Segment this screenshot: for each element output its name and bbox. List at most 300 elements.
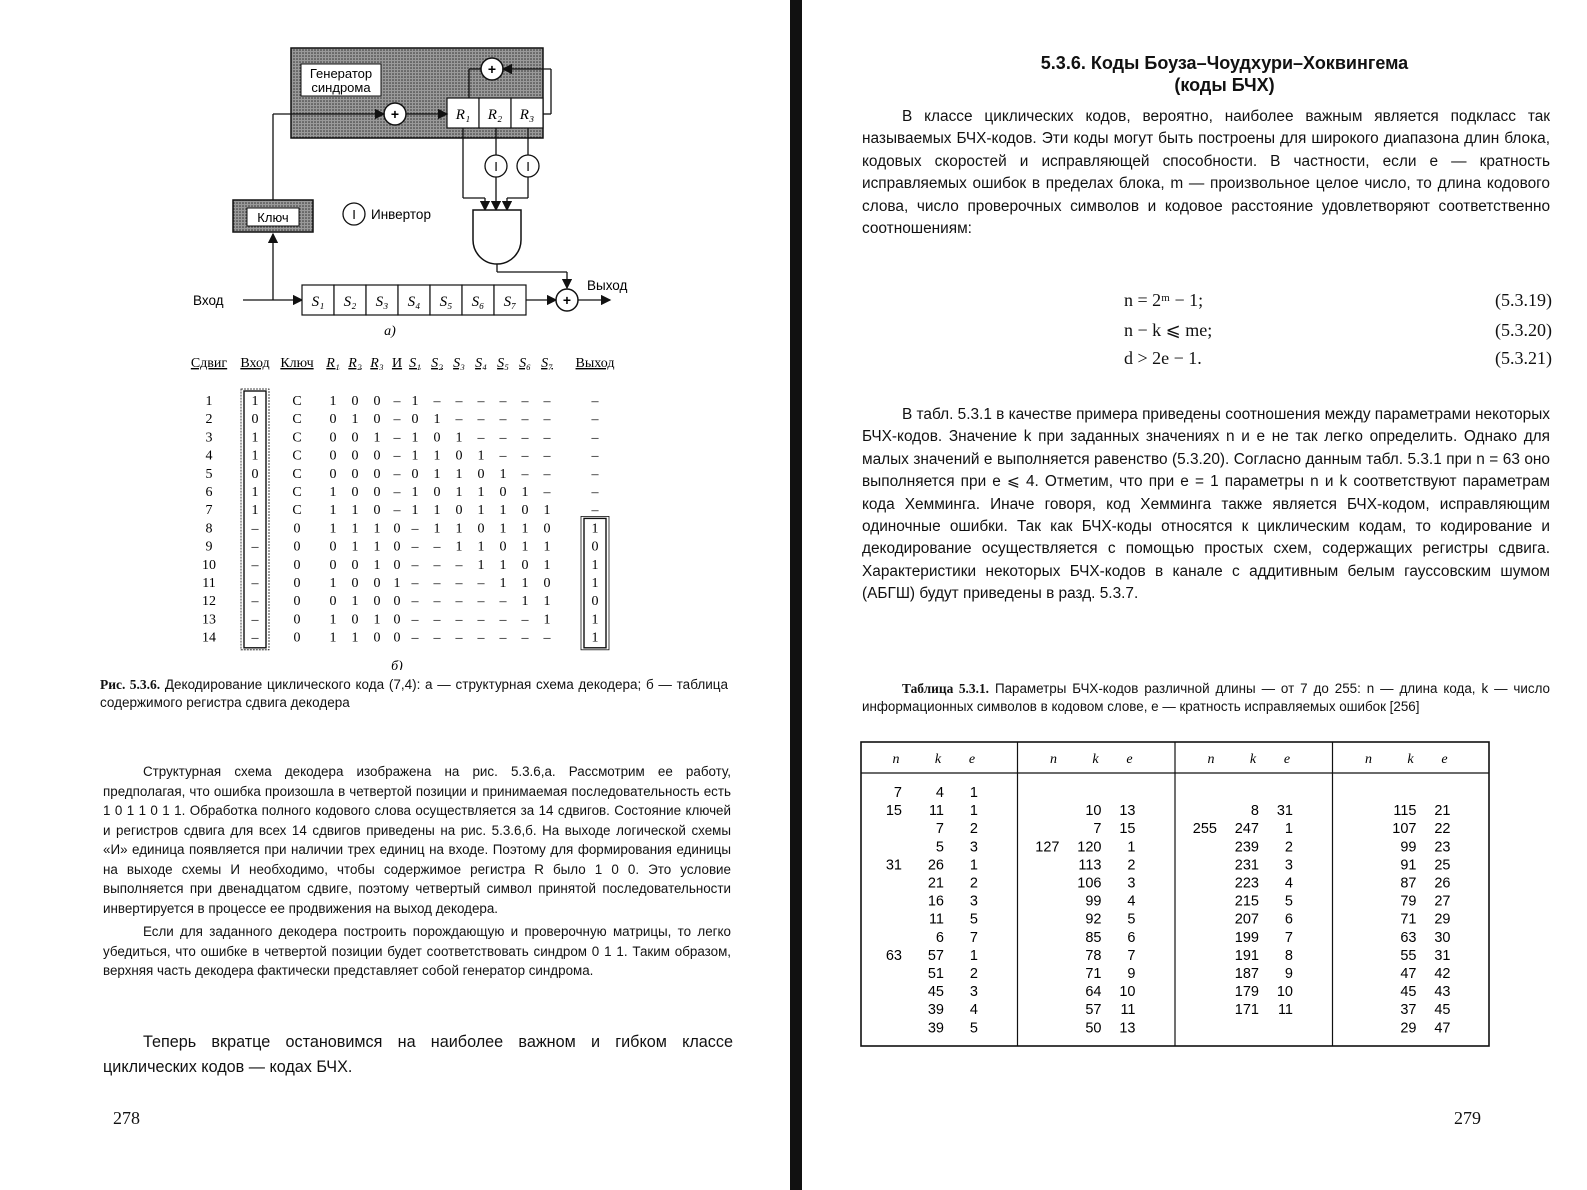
- svg-text:I: I: [526, 159, 530, 174]
- reg-cell: 9: [205, 539, 213, 555]
- bch-cell: 3: [1284, 857, 1293, 874]
- bch-cell: 127: [1035, 839, 1060, 856]
- reg-cell: С: [292, 448, 302, 464]
- reg-cell: –: [477, 612, 485, 628]
- reg-cell: –: [499, 594, 507, 610]
- reg-cell: 1: [591, 630, 599, 646]
- bch-cell: 50: [1085, 1020, 1102, 1037]
- reg-cell: –: [393, 430, 401, 446]
- reg-cell: –: [455, 594, 463, 610]
- reg-cell: 0: [351, 430, 359, 446]
- reg-cell: 1: [251, 485, 259, 500]
- reg-header-3: R₁: [326, 356, 340, 371]
- bch-cell: 39: [927, 1002, 944, 1019]
- bch-cell: 57: [927, 947, 944, 964]
- reg-cell: 0: [351, 485, 359, 500]
- reg-cell: 0: [351, 576, 359, 591]
- output-label: Выход: [587, 278, 628, 293]
- bch-cell: 10: [1276, 984, 1293, 1001]
- svg-text:S₄: S₄: [407, 294, 421, 310]
- reg-cell: 0: [373, 576, 381, 591]
- reg-cell: –: [251, 630, 259, 646]
- reg-cell: –: [477, 430, 485, 446]
- bch-cell: 91: [1400, 857, 1417, 874]
- bch-cell: 2: [969, 966, 978, 982]
- reg-cell: –: [433, 557, 441, 573]
- bch-cell: 29: [1400, 1020, 1417, 1037]
- reg-cell: 1: [411, 430, 419, 446]
- reg-cell: –: [521, 466, 529, 482]
- reg-cell: 13: [202, 612, 216, 628]
- bch-cell: 5: [969, 911, 978, 928]
- reg-cell: 0: [455, 503, 463, 519]
- bch-cell: 179: [1234, 984, 1259, 1001]
- bch-cell: 29: [1434, 911, 1451, 928]
- equation-5-3-20: n − k ⩽ me; (5.3.20): [1124, 320, 1552, 340]
- svg-text:S₆: S₆: [471, 294, 485, 310]
- reg-cell: –: [411, 557, 419, 573]
- reg-cell: 1: [351, 594, 359, 610]
- reg-cell: –: [499, 448, 507, 464]
- reg-cell: 0: [393, 594, 401, 610]
- reg-cell: 0: [499, 485, 507, 500]
- diagram-sublabel: а): [384, 324, 396, 339]
- reg-cell: С: [292, 412, 302, 428]
- reg-cell: 1: [411, 503, 419, 519]
- reg-cell: 1: [455, 485, 463, 500]
- reg-cell: 1: [373, 612, 381, 628]
- reg-cell: 1: [455, 466, 463, 482]
- reg-cell: С: [292, 430, 302, 446]
- left-paragraph-1: Структурная схема декодера изображена на рис. 5.3.6,а. Рассмотрим ее работу, предполагая, что ошибка произошла в четвертой позиции и принимаемая последовательность есть 1 0 1 1 0 1 1. Обработка полного кодового слова осуществляется за 14 сдвигов. Состояние ключей и регистров сдвига для всех 14 сдвигов приведены на рис. 5.3.6,б. На выходе логической схемы «И» единица появляется при наличии трех единиц на входе. Поэтому для формирования единицы на выходе схемы И необходимо, чтобы содержимое регистра R было 1 0 0. Это условие выполняется при двенадцатом сдвиге, поэтому четвертый символ принятой последовательности инвертируется в процессе ее продвижения на выход декодера.: [103, 764, 731, 916]
- bch-cell: 63: [885, 947, 902, 964]
- reg-cell: 1: [329, 394, 337, 409]
- bch-cell: 99: [1085, 893, 1102, 910]
- reg-cell: –: [591, 503, 599, 519]
- bch-cell: 4: [935, 785, 944, 801]
- svg-text:S₁: S₁: [311, 294, 325, 310]
- reg-cell: –: [543, 485, 551, 500]
- reg-header-13: S₇: [541, 356, 553, 371]
- bch-cell: 4: [969, 1002, 978, 1019]
- reg-cell: –: [543, 430, 551, 446]
- reg-cell: –: [543, 448, 551, 464]
- bch-cell: 106: [1077, 875, 1102, 892]
- bch-header: e: [1283, 752, 1291, 767]
- reg-cell: –: [411, 612, 419, 628]
- reg-header-9: S₃: [453, 356, 465, 371]
- reg-cell: –: [591, 448, 599, 464]
- bch-cell: 231: [1234, 857, 1259, 874]
- reg-cell: 1: [433, 412, 441, 428]
- reg-cell: –: [521, 394, 529, 409]
- bch-cell: 2: [1127, 857, 1136, 874]
- reg-cell: 1: [521, 521, 529, 537]
- reg-cell: 1: [433, 521, 441, 537]
- bch-cell: 92: [1085, 911, 1102, 928]
- reg-cell: –: [393, 466, 401, 482]
- equation-5-3-19: n = 2ᵐ − 1; (5.3.19): [1124, 290, 1552, 310]
- reg-cell: 0: [293, 521, 301, 537]
- svg-text:I: I: [494, 159, 498, 174]
- bch-cell: 51: [927, 966, 944, 982]
- bch-cell: 7: [1284, 929, 1293, 946]
- reg-header-2: Ключ: [280, 356, 314, 371]
- bch-cell: 255: [1192, 821, 1217, 838]
- reg-cell: 0: [293, 576, 301, 591]
- reg-cell: –: [521, 412, 529, 428]
- reg-cell: 0: [477, 466, 485, 482]
- svg-text:S₅: S₅: [439, 294, 453, 310]
- bch-header: n: [892, 752, 900, 767]
- left-page: [0, 0, 790, 1190]
- syndrome-label-1: Генератор: [309, 66, 373, 81]
- reg-cell: –: [521, 630, 529, 646]
- reg-cell: –: [521, 448, 529, 464]
- reg-cell: 0: [329, 466, 337, 482]
- bch-cell: 63: [1400, 929, 1417, 946]
- bch-cell: 26: [927, 857, 944, 874]
- inverter-legend: Инвертор: [371, 207, 431, 222]
- reg-cell: –: [455, 576, 463, 591]
- reg-cell: 0: [373, 448, 381, 464]
- bch-cell: 47: [1434, 1020, 1451, 1037]
- reg-cell: 1: [543, 557, 551, 573]
- reg-cell: –: [251, 576, 259, 591]
- bch-cell: 31: [885, 857, 902, 874]
- reg-cell: –: [543, 466, 551, 482]
- bch-cell: 1: [969, 947, 978, 964]
- page-number-left: 278: [113, 1108, 140, 1128]
- reg-cell: –: [521, 430, 529, 446]
- reg-cell: –: [433, 576, 441, 591]
- reg-cell: –: [591, 430, 599, 446]
- decoder-block-diagram: [185, 40, 655, 345]
- reg-cell: 1: [205, 394, 213, 409]
- bch-cell: 247: [1234, 821, 1259, 838]
- bch-cell: 5: [1127, 911, 1136, 928]
- reg-cell: 1: [251, 503, 259, 519]
- reg-cell: –: [455, 394, 463, 409]
- register-contents-table: [185, 355, 625, 675]
- bch-cell: 6: [1127, 929, 1136, 946]
- reg-cell: 1: [499, 521, 507, 537]
- input-label: Вход: [193, 293, 224, 308]
- bch-cell: 11: [928, 803, 944, 820]
- reg-cell: –: [455, 630, 463, 646]
- reg-cell: –: [499, 630, 507, 646]
- reg-cell: –: [477, 394, 485, 409]
- bch-header: k: [1249, 752, 1257, 767]
- reg-cell: 1: [373, 539, 381, 555]
- bch-cell: 15: [885, 803, 902, 820]
- reg-cell: –: [251, 521, 259, 537]
- bch-cell: 10: [1085, 803, 1102, 820]
- reg-cell: 0: [329, 539, 337, 555]
- reg-cell: 4: [205, 448, 213, 464]
- reg-cell: 0: [251, 412, 259, 428]
- reg-cell: –: [477, 594, 485, 610]
- bch-cell: 2: [969, 821, 978, 838]
- bch-cell: 3: [969, 984, 978, 1001]
- reg-cell: 1: [433, 503, 441, 519]
- bch-header: e: [1441, 752, 1448, 767]
- bch-cell: 71: [1085, 966, 1102, 982]
- reg-header-12: S₆: [519, 356, 531, 371]
- right-paragraph-1: В классе циклических кодов, вероятно, наиболее важным является подкласс так называемых БЧХ-кодов. Эти коды могут быть построены для широкого диапазона длин блока, кодовых скоростей и исправляющей способности. В частности, если e — кратность исправляемых ошибок в пределах блока, m — произвольное целое число, то длина кодового слова, число проверочных символов и кодовое расстояние удовлетворяют соответственно соотношениям:: [862, 108, 1550, 238]
- reg-cell: 1: [499, 576, 507, 591]
- reg-cell: –: [411, 539, 419, 555]
- bch-cell: 7: [935, 821, 944, 838]
- bch-cell: 2: [969, 875, 978, 892]
- bch-cell: 3: [969, 839, 978, 856]
- bch-cell: 239: [1234, 839, 1259, 856]
- reg-cell: –: [393, 485, 401, 500]
- reg-header-14: Выход: [575, 356, 615, 371]
- bch-header: k: [1407, 752, 1414, 767]
- reg-cell: –: [251, 539, 259, 555]
- svg-text:R₁: R₁: [455, 107, 471, 123]
- bch-cell: 45: [927, 984, 944, 1001]
- reg-cell: 1: [373, 557, 381, 573]
- reg-cell: 11: [202, 576, 216, 591]
- reg-header-1: Вход: [240, 356, 270, 371]
- reg-cell: 1: [351, 630, 359, 646]
- reg-header-10: S₄: [475, 356, 487, 371]
- bch-cell: 6: [1284, 911, 1293, 928]
- bch-cell: 64: [1085, 984, 1102, 1001]
- figure-caption: Рис. 5.3.6. Декодирование циклического кода (7,4): а — структурная схема декодера; б — таблица содержимого регистра сдвига декодера: [100, 677, 728, 710]
- bch-cell: 27: [1434, 893, 1451, 910]
- reg-cell: –: [591, 485, 599, 500]
- bch-cell: 8: [1250, 803, 1259, 820]
- section-title: 5.3.6. Коды Боуза–Чоудхури–Хоквингема (коды БЧХ): [1040, 53, 1409, 95]
- reg-cell: –: [433, 612, 441, 628]
- reg-cell: –: [477, 576, 485, 591]
- bch-header: k: [934, 752, 942, 767]
- bch-cell: 78: [1085, 947, 1102, 964]
- reg-cell: 0: [373, 466, 381, 482]
- bch-cell: 113: [1078, 857, 1102, 874]
- reg-cell: –: [455, 612, 463, 628]
- bch-cell: 207: [1234, 911, 1259, 928]
- reg-header-8: S₂: [431, 356, 443, 371]
- reg-cell: 0: [393, 557, 401, 573]
- reg-cell: 3: [205, 430, 213, 446]
- bch-cell: 120: [1077, 839, 1102, 856]
- reg-cell: 1: [433, 448, 441, 464]
- svg-text:S₃: S₃: [375, 294, 389, 310]
- reg-cell: 1: [455, 430, 463, 446]
- reg-cell: 0: [393, 539, 401, 555]
- reg-cell: 1: [477, 557, 485, 573]
- reg-cell: 0: [351, 612, 359, 628]
- bch-cell: 21: [927, 875, 944, 892]
- reg-cell: 1: [591, 612, 599, 628]
- bch-cell: 99: [1400, 839, 1417, 856]
- reg-cell: 1: [329, 521, 337, 537]
- bch-cell: 11: [1277, 1002, 1293, 1019]
- reg-cell: –: [521, 612, 529, 628]
- svg-text:R₃: R₃: [519, 107, 535, 123]
- reg-cell: С: [292, 394, 302, 409]
- bch-cell: 6: [935, 929, 944, 946]
- reg-cell: 1: [251, 394, 259, 409]
- reg-cell: –: [477, 412, 485, 428]
- bch-cell: 1: [969, 857, 978, 874]
- reg-cell: 1: [499, 557, 507, 573]
- bch-cell: 11: [928, 911, 944, 928]
- bch-cell: 39: [927, 1020, 944, 1037]
- reg-cell: 8: [205, 521, 213, 537]
- reg-cell: 2: [205, 412, 213, 428]
- reg-cell: 1: [591, 576, 599, 591]
- reg-cell: 1: [351, 503, 359, 519]
- reg-cell: –: [591, 466, 599, 482]
- reg-cell: –: [411, 521, 419, 537]
- reg-cell: 1: [329, 485, 337, 500]
- reg-cell: 0: [293, 612, 301, 628]
- reg-cell: 0: [251, 466, 259, 482]
- reg-cell: 1: [329, 576, 337, 591]
- bch-cell: 55: [1400, 947, 1417, 964]
- reg-cell: 1: [411, 448, 419, 464]
- reg-cell: 1: [591, 521, 599, 537]
- reg-cell: 0: [373, 485, 381, 500]
- bch-cell: 13: [1119, 803, 1136, 820]
- reg-cell: –: [543, 394, 551, 409]
- bch-cell: 26: [1434, 875, 1451, 892]
- bch-cell: 7: [893, 785, 902, 801]
- reg-cell: 5: [205, 466, 213, 482]
- reg-cell: 0: [329, 557, 337, 573]
- reg-cell: 1: [521, 576, 529, 591]
- reg-cell: 1: [329, 612, 337, 628]
- reg-cell: 0: [433, 430, 441, 446]
- reg-cell: С: [292, 503, 302, 519]
- key-label: Ключ: [257, 210, 289, 225]
- bch-header: n: [1207, 752, 1215, 767]
- reg-cell: 0: [373, 594, 381, 610]
- bch-header: n: [1050, 752, 1057, 767]
- table-sublabel: б): [391, 658, 403, 670]
- reg-cell: 0: [351, 394, 359, 409]
- bch-cell: 9: [1127, 966, 1136, 982]
- reg-cell: 1: [543, 503, 551, 519]
- reg-cell: 1: [543, 594, 551, 610]
- reg-cell: –: [433, 394, 441, 409]
- reg-cell: –: [499, 612, 507, 628]
- bch-header: e: [1126, 752, 1133, 767]
- reg-cell: 1: [393, 576, 401, 591]
- reg-cell: 1: [329, 503, 337, 519]
- bch-cell: 1: [969, 785, 978, 801]
- bch-cell: 223: [1234, 875, 1259, 892]
- bch-cell: 11: [1120, 1002, 1136, 1019]
- reg-cell: 0: [521, 557, 529, 573]
- equation-5-3-21: d > 2e − 1. (5.3.21): [1124, 348, 1552, 368]
- left-body-large: [103, 1030, 733, 1080]
- reg-cell: –: [433, 630, 441, 646]
- bch-cell: 5: [935, 839, 944, 856]
- reg-cell: 1: [351, 539, 359, 555]
- bch-cell: 9: [1284, 966, 1293, 982]
- bch-cell: 5: [1284, 893, 1293, 910]
- bch-header: n: [1365, 752, 1372, 767]
- reg-cell: 1: [543, 539, 551, 555]
- bch-cell: 31: [1434, 947, 1451, 964]
- reg-cell: –: [251, 594, 259, 610]
- bch-cell: 25: [1434, 857, 1451, 874]
- reg-cell: –: [393, 394, 401, 409]
- bch-parameters-table: [860, 741, 1490, 1047]
- reg-header-7: S₁: [409, 356, 421, 371]
- bch-cell: 85: [1085, 929, 1102, 946]
- svg-text:+: +: [562, 292, 572, 308]
- reg-cell: –: [411, 630, 419, 646]
- reg-cell: –: [543, 630, 551, 646]
- bch-cell: 42: [1434, 966, 1451, 982]
- reg-cell: 1: [433, 466, 441, 482]
- reg-cell: 0: [543, 521, 551, 537]
- reg-cell: 0: [293, 557, 301, 573]
- bch-cell: 45: [1400, 984, 1417, 1001]
- bch-cell: 115: [1393, 803, 1417, 820]
- reg-cell: 0: [591, 594, 599, 610]
- bch-cell: 7: [1093, 821, 1102, 838]
- svg-text:R₂: R₂: [487, 107, 503, 123]
- reg-cell: 12: [202, 594, 216, 610]
- reg-cell: 0: [477, 521, 485, 537]
- reg-cell: 1: [521, 539, 529, 555]
- reg-cell: 1: [411, 394, 419, 409]
- reg-cell: 7: [205, 503, 213, 519]
- reg-cell: 10: [202, 557, 216, 573]
- syndrome-label-2: синдрома: [311, 80, 371, 95]
- reg-cell: –: [251, 612, 259, 628]
- reg-cell: –: [455, 557, 463, 573]
- bch-cell: 87: [1400, 875, 1417, 892]
- reg-cell: –: [411, 594, 419, 610]
- bch-cell: 13: [1119, 1020, 1136, 1037]
- bch-cell: 1: [1284, 821, 1293, 838]
- bch-cell: 4: [1127, 893, 1136, 910]
- reg-cell: С: [292, 466, 302, 482]
- bch-cell: 187: [1234, 966, 1259, 982]
- shift-register-s: [302, 285, 526, 315]
- reg-cell: 0: [393, 630, 401, 646]
- left-paragraph-2: Если для заданного декодера построить порождающую и проверочную матрицы, то легко убедиться, что ошибке в четвертой позиции будет соответствовать синдром 0 1 1. Таким образом, верхняя часть декодера фактически представляет собой генератор синдрома.: [103, 924, 731, 978]
- reg-header-11: S₅: [497, 356, 509, 371]
- bch-cell: 7: [1127, 947, 1136, 964]
- bch-cell: 15: [1119, 821, 1136, 838]
- reg-cell: 0: [499, 539, 507, 555]
- reg-cell: 0: [373, 630, 381, 646]
- reg-cell: 0: [293, 630, 301, 646]
- reg-cell: 1: [521, 485, 529, 500]
- reg-cell: 1: [477, 539, 485, 555]
- bch-cell: 215: [1234, 893, 1259, 910]
- bch-cell: 16: [927, 893, 944, 910]
- reg-cell: 1: [351, 412, 359, 428]
- reg-cell: –: [591, 412, 599, 428]
- book-gutter: [790, 0, 802, 1190]
- reg-cell: 0: [329, 594, 337, 610]
- bch-cell: 171: [1234, 1002, 1259, 1019]
- reg-cell: 0: [351, 466, 359, 482]
- bch-cell: 3: [969, 893, 978, 910]
- reg-cell: 1: [543, 612, 551, 628]
